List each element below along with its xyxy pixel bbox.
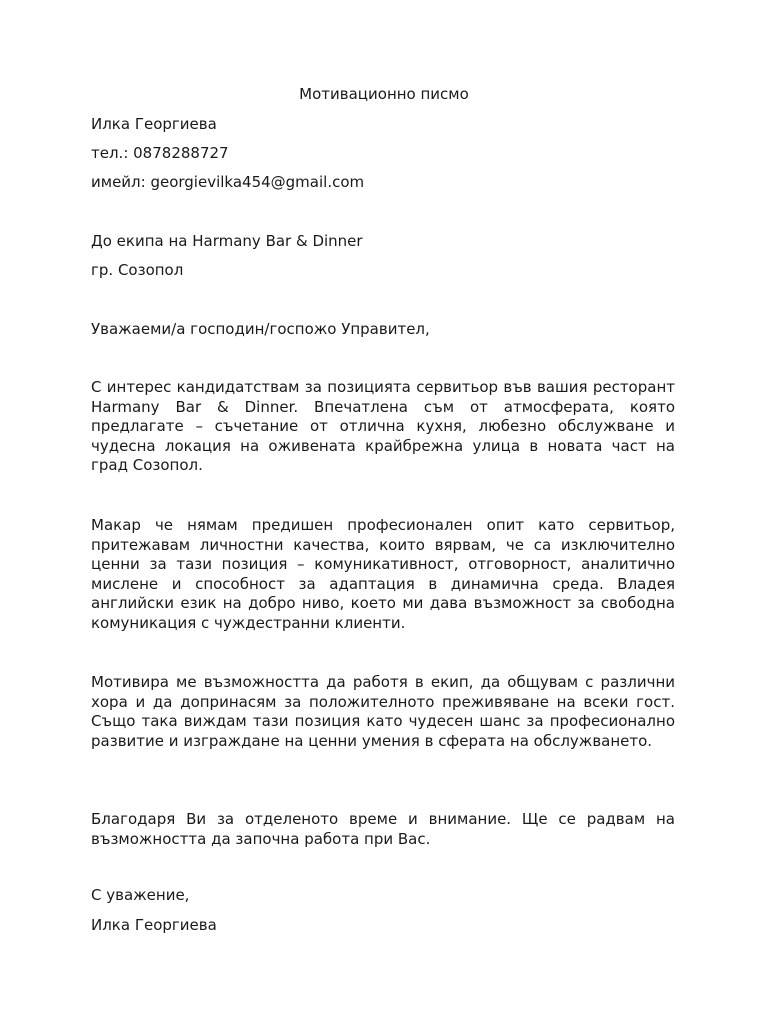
- paragraph-motivation: Мотивира ме възможността да работя в екип, да общувам с различни хора и да допринасям за положителното преживяване на всеки гост. Също така виждам тази позиция като чудесен шанс за професионално развитие и изграждане на ценни умения в сферата на обслужването.: [91, 673, 675, 750]
- paragraph-intro: С интерес кандидатствам за позицията сервитьор във вашия ресторант Harmany Bar & Dinner. Впечатлена съм от атмосферата, която предлагате – съчетание от отлична кухня, любезно обслужване и чудесна локация на оживената крайбрежна улица в новата част на град Созопол.: [91, 378, 675, 474]
- closing: С уважение,: [91, 886, 190, 904]
- paragraph-thanks: Благодаря Ви за отделеното време и внимание. Ще се радвам на възможността да започна работа при Вас.: [91, 810, 675, 848]
- recipient-line-1: До екипа на Harmany Bar & Dinner: [91, 232, 363, 250]
- sender-name: Илка Георгиева: [91, 115, 217, 133]
- paragraph-qualities: Макар че нямам предишен професионален опит като сервитьор, притежавам личностни качества, които вярвам, че са изключително ценни за тази позиция – комуникативност, отговорност, аналитично мислене и способност за адаптация в динамична среда. Владея английски език на добро ниво, което ми дава възможност за свободна комуникация с чуждестранни клиенти.: [91, 516, 675, 632]
- recipient-line-2: гр. Созопол: [91, 261, 184, 279]
- sender-email: имейл: georgievilka454@gmail.com: [91, 173, 365, 191]
- letter-title: Мотивационно писмо: [299, 85, 469, 103]
- sender-phone: тел.: 0878288727: [91, 144, 229, 162]
- signature: Илка Георгиева: [91, 916, 217, 934]
- salutation: Уважаеми/а господин/госпожо Управител,: [91, 320, 430, 338]
